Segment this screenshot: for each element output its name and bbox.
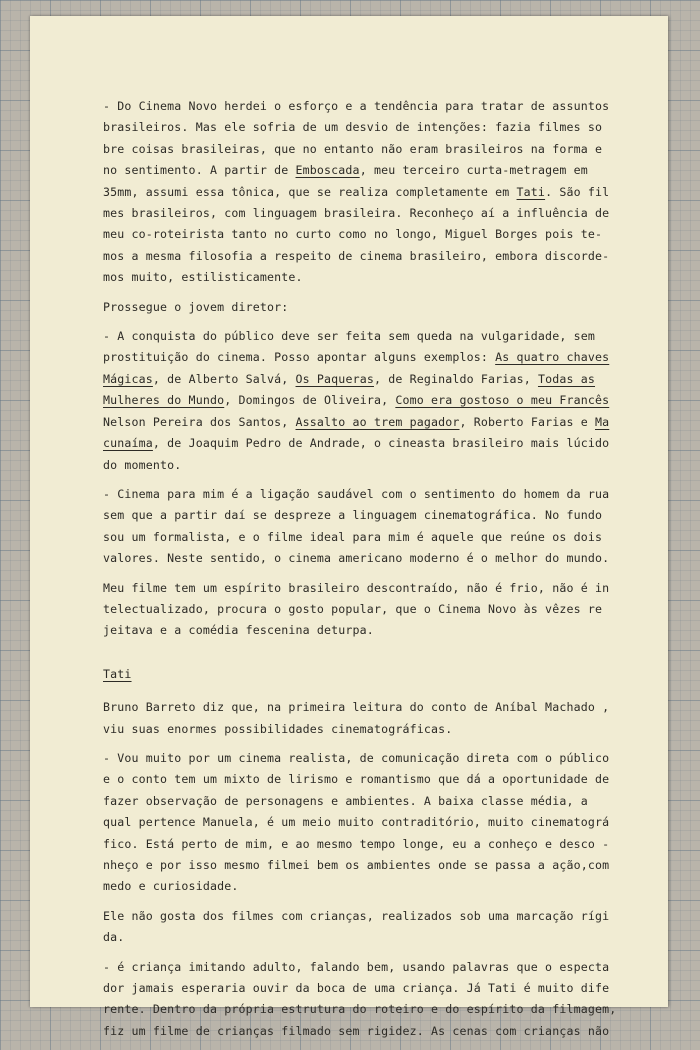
paragraph-p5 [103,578,648,642]
underlined-title: Assalto ao trem pagador [295,414,460,429]
text-segment: . São fil mes brasileiros, com linguagem brasileira. Reconheço aí a influência de meu co-roteirista tanto no curto como no longo, Miguel Borges pois te- mos a mesma filosofia a respeito de cinema brasileiro, embora discorde- mos muito, estilisticamente. [103,184,610,285]
text-segment: Ele não gosta dos filmes com crianças, realizados sob uma marcação rígi da. [103,908,610,945]
text-segment: Prossegue o jovem diretor: [103,299,289,314]
underlined-title: Todas as Mulheres do Mundo [103,371,596,408]
page-text [103,96,648,1050]
paragraph-p3 [103,326,648,476]
text-segment: , meu terceiro curta-metragem em 35mm, assumi essa tônica, que se realiza completamente em [103,163,588,199]
text-segment: - Vou muito por um cinema realista, de comunicação direta com o público e o conto tem um mixto de lirismo e romantismo que dá a oportunidade de fazer observação de personagens e ambientes. A baixa classe média, a qual pertence Manuela, é um meio muito contraditório, muito cinematográ fico. Está perto de mim, e ao mesmo tempo longe, eu a conheço e desco - nheço e por isso mesmo filmei bem os ambientes onde se passa a ação,com medo e curiosidade. [103,750,610,894]
text-segment: - é criança imitando adulto, falando bem, usando palavras que o especta dor jamais esperaria ouvir da boca de uma criança. Já Tati é muito dife rente. Dentro da própria estrutura do roteiro e do espírito da filmagem, fiz um filme de crianças filmado sem rigidez. As cenas com crianças não [103,959,617,1038]
typewritten-page [30,16,668,1038]
text-segment: - Do Cinema Novo herdei o esforço e a tendência para tratar de assuntos brasileiros. Mas ele sofria de um desvio de intenções: fazia filmes so bre coisas brasileiras, que no entanto não eram brasileiros na forma e no sentimento. A partir de [103,99,610,178]
paragraph-p2 [103,297,648,318]
paragraph-p1 [103,96,648,289]
paragraph-p6 [103,697,648,740]
text-segment: , de Alberto Salvá, [152,371,296,386]
text-segment: , Domingos de Oliveira, [224,393,396,408]
underlined-title: Tati [103,666,132,681]
underlined-title: Ma cunaíma [103,414,610,451]
paragraph-p8 [103,906,648,949]
underlined-title: Os Paqueras [295,371,374,386]
text-segment: , de Joaquim Pedro de Andrade, o cineasta brasileiro mais lúcido do momento. [103,436,610,472]
paragraph-p9 [103,957,648,1043]
underlined-title: Como era gostoso o meu Francês [395,393,610,408]
paragraph-p4 [103,484,648,570]
text-segment: Nelson Pereira dos Santos, [103,414,289,429]
text-segment: , de Reginaldo Farias, [373,371,538,386]
paragraph-p7 [103,748,648,898]
text-segment: - Cinema para mim é a ligação saudável com o sentimento do homem da rua sem que a partir daí se despreze a linguagem cinematográfica. No fundo sou um formalista, e o filme ideal para mim é aquele que reúne os dois valores. Neste sentido, o cinema americano moderno é o melhor do mundo. [103,486,610,566]
section-heading [103,664,648,685]
text-segment: Meu filme tem um espírito brasileiro descontraído, não é frio, não é in telectualizado, procura o gosto popular, que o Cinema Novo às vêzes re jeitava e a comédia fescenina deturpa. [103,580,610,638]
text-segment: - A conquista do público deve ser feita sem queda na vulgaridade, sem prostituição do cinema. Posso apontar alguns exemplos: [103,329,595,365]
text-segment: , Roberto Farias e [459,414,595,429]
underlined-title: Emboscada [295,163,360,178]
underlined-title: Tati [516,184,546,199]
underlined-title: As quatro chaves Mágicas [103,350,610,386]
text-segment: Bruno Barreto diz que, na primeira leitura do conto de Aníbal Machado , viu suas enormes possibilidades cinematográficas. [103,700,610,736]
